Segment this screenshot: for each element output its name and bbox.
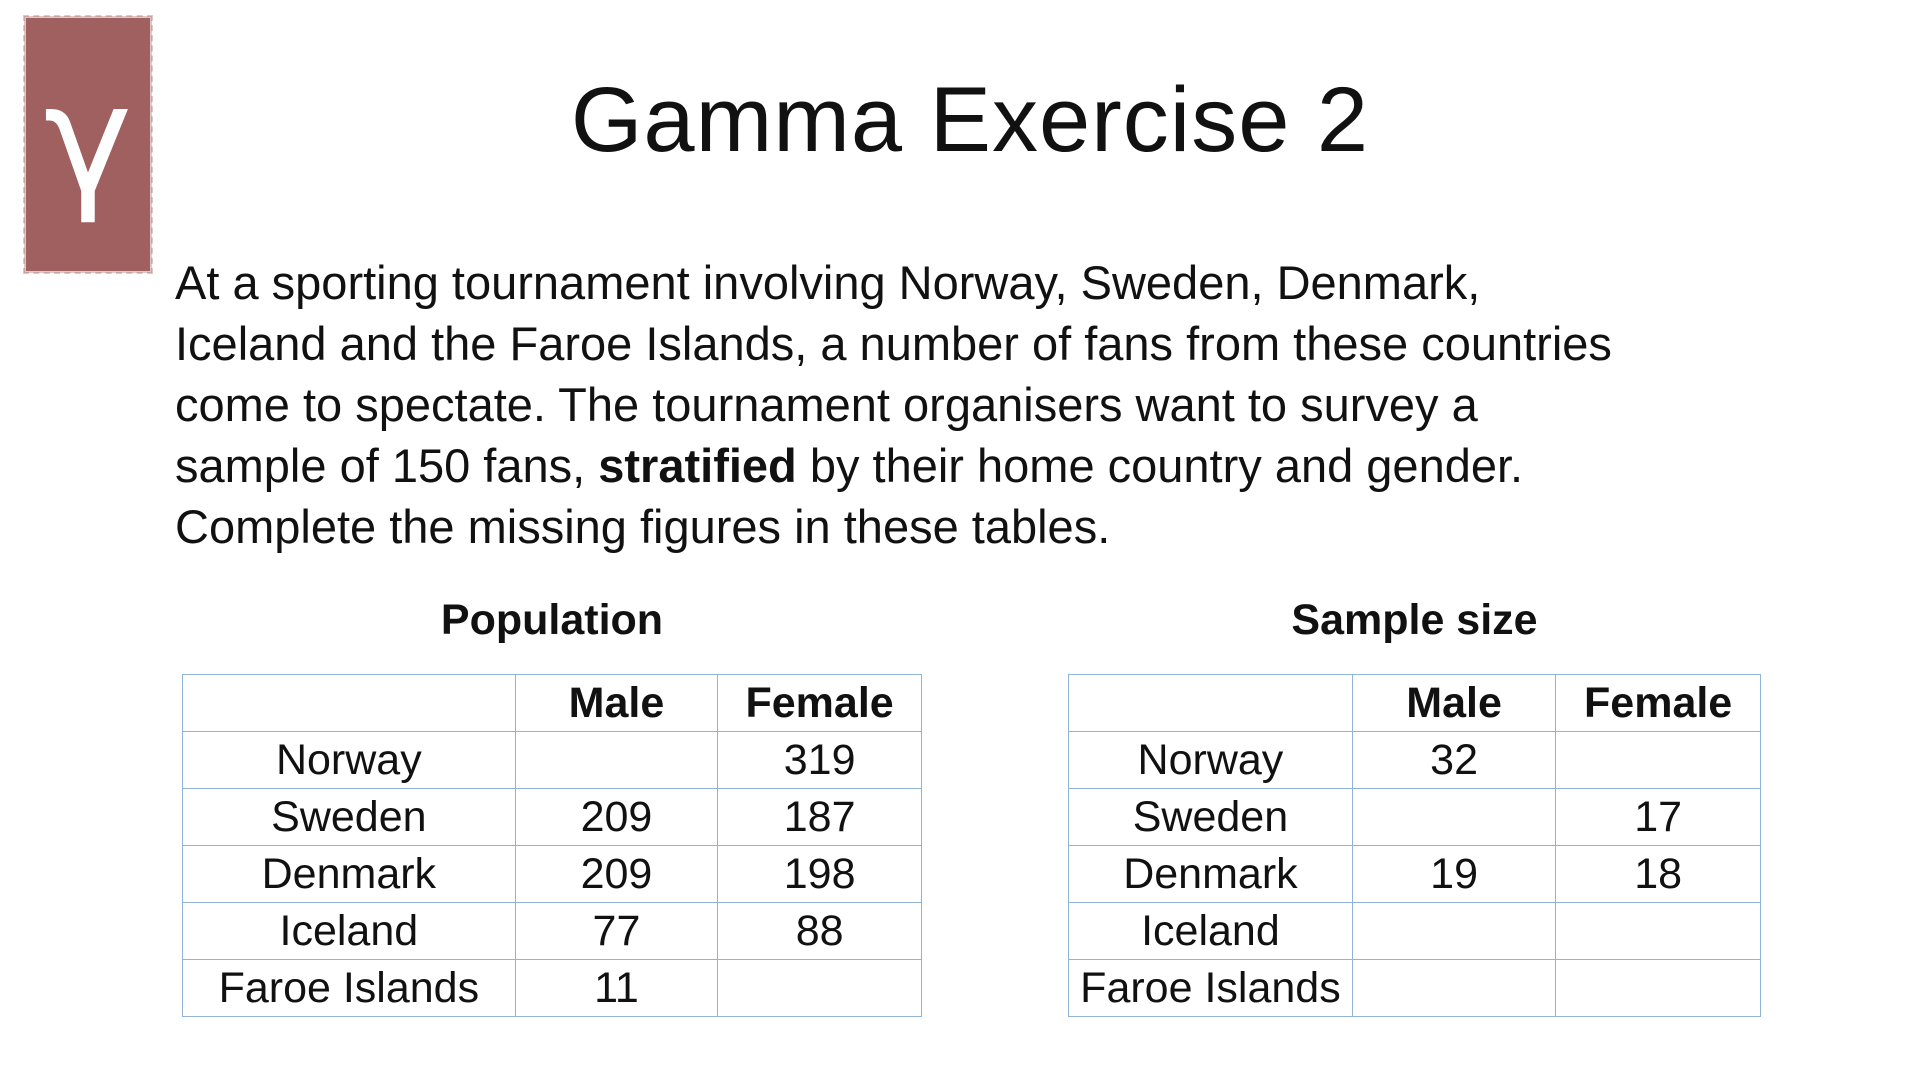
- exercise-line: [175, 435, 1775, 496]
- table-row: [183, 789, 922, 846]
- table-row: [183, 903, 922, 960]
- table-row: [1069, 789, 1761, 846]
- country-cell: Norway: [183, 732, 516, 789]
- male-cell: [1352, 789, 1555, 846]
- male-cell: [515, 732, 718, 789]
- exercise-line: Iceland and the Faroe Islands, a number of fans from these countries: [175, 317, 1612, 370]
- table-row: [1069, 960, 1761, 1017]
- female-cell: [1556, 960, 1761, 1017]
- header-cell: [183, 675, 516, 732]
- country-cell: Sweden: [1069, 789, 1353, 846]
- table-header-row: [183, 675, 922, 732]
- country-cell: Faroe Islands: [1069, 960, 1353, 1017]
- table-row: [183, 960, 922, 1017]
- male-cell: 209: [515, 789, 718, 846]
- population-table: [182, 674, 922, 1017]
- header-cell: Female: [1556, 675, 1761, 732]
- table-row: [1069, 903, 1761, 960]
- country-cell: Norway: [1069, 732, 1353, 789]
- population-caption: Population: [440, 596, 664, 644]
- header-cell: Male: [1352, 675, 1555, 732]
- male-cell: 19: [1352, 846, 1555, 903]
- female-cell: 319: [718, 732, 922, 789]
- header-cell: Female: [718, 675, 922, 732]
- exercise-line: come to spectate. The tournament organisers want to survey a: [175, 378, 1478, 431]
- country-cell: Iceland: [183, 903, 516, 960]
- gamma-icon: γ: [43, 52, 133, 227]
- sample-caption: Sample size: [1291, 596, 1538, 644]
- country-cell: Denmark: [1069, 846, 1353, 903]
- exercise-line: Complete the missing figures in these tables.: [175, 500, 1111, 553]
- female-cell: 198: [718, 846, 922, 903]
- exercise-text-fragment: sample of 150 fans,: [175, 439, 599, 492]
- country-cell: Sweden: [183, 789, 516, 846]
- female-cell: [1556, 732, 1761, 789]
- male-cell: [1352, 903, 1555, 960]
- country-cell: Denmark: [183, 846, 516, 903]
- country-cell: Iceland: [1069, 903, 1353, 960]
- country-cell: Faroe Islands: [183, 960, 516, 1017]
- sample-table-block: [1068, 590, 1761, 1017]
- female-cell: 18: [1556, 846, 1761, 903]
- page-title: Gamma Exercise 2: [570, 69, 1370, 171]
- population-table-block: [182, 590, 922, 1017]
- table-row: [1069, 732, 1761, 789]
- male-cell: 77: [515, 903, 718, 960]
- table-row: [183, 732, 922, 789]
- female-cell: 17: [1556, 789, 1761, 846]
- exercise-text-fragment: by their home country and gender.: [796, 439, 1524, 492]
- sample-table: [1068, 674, 1761, 1017]
- male-cell: [1352, 960, 1555, 1017]
- male-cell: 11: [515, 960, 718, 1017]
- male-cell: 209: [515, 846, 718, 903]
- table-row: [183, 846, 922, 903]
- table-row: [1069, 846, 1761, 903]
- exercise-line: At a sporting tournament involving Norway, Sweden, Denmark,: [175, 256, 1481, 309]
- table-header-row: [1069, 675, 1761, 732]
- female-cell: 187: [718, 789, 922, 846]
- female-cell: [718, 960, 922, 1017]
- header-cell: [1069, 675, 1353, 732]
- female-cell: [1556, 903, 1761, 960]
- header-cell: Male: [515, 675, 718, 732]
- male-cell: 32: [1352, 732, 1555, 789]
- exercise-text: [175, 252, 1775, 557]
- female-cell: 88: [718, 903, 922, 960]
- stratified-keyword: stratified: [598, 439, 797, 492]
